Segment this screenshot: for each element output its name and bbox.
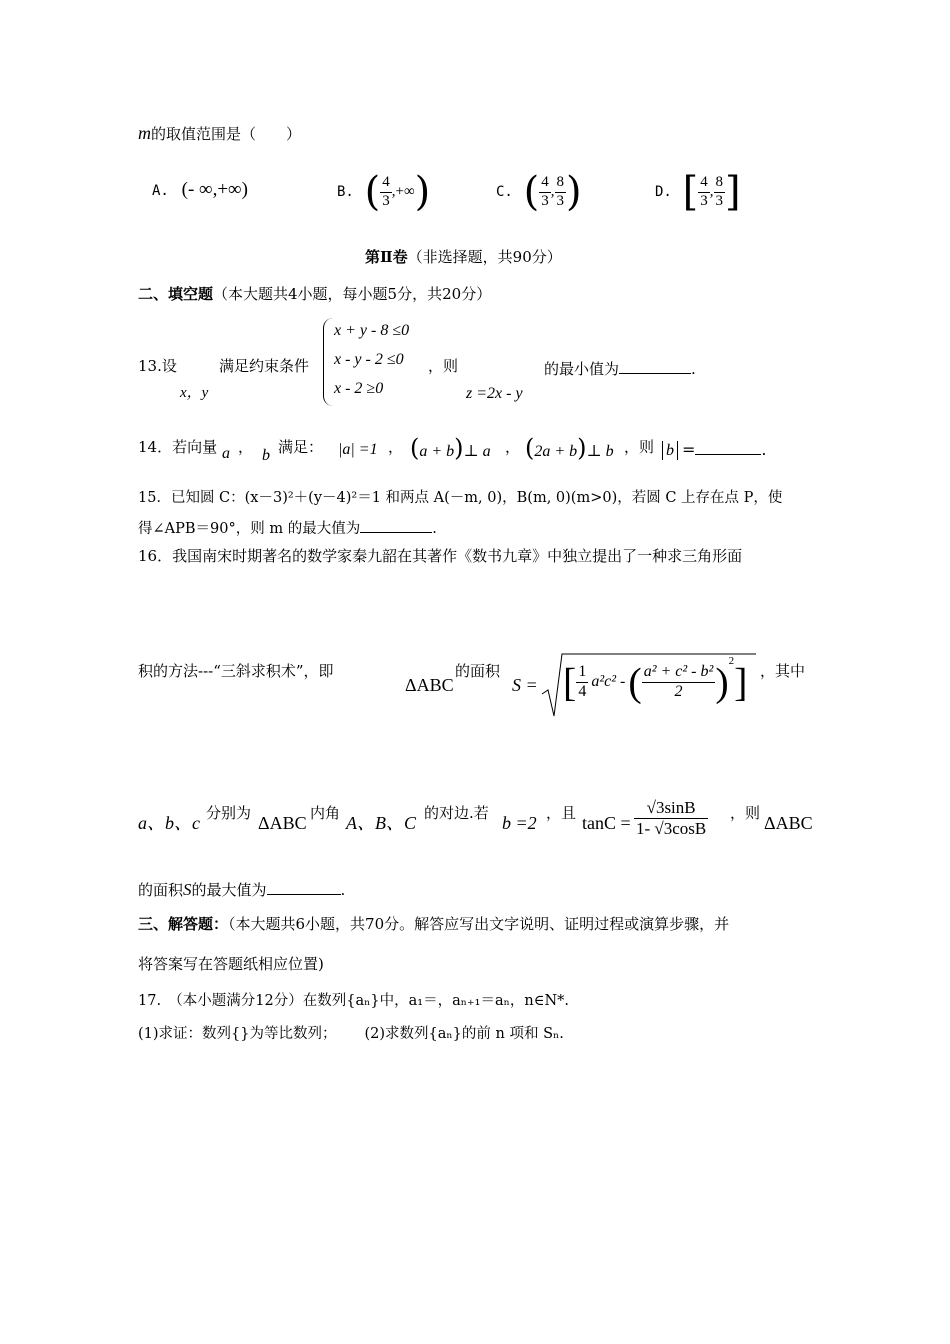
q16-b-eq: b =2	[502, 813, 537, 833]
q14-comma-2: ，	[388, 438, 404, 456]
q16-line2b: 的面积	[455, 662, 501, 680]
q16-line3d: ，且	[546, 804, 577, 822]
q14-satisfy: 满足：	[278, 438, 324, 456]
q16-abc: a、b、c	[138, 813, 200, 833]
q14-cond-2: (2a + b)⊥ b	[525, 434, 614, 462]
q14-abs-b: b = .	[662, 440, 767, 460]
q14-comma-3: ，	[505, 438, 521, 456]
q15-line2: 得∠APB＝90°，则 m 的最大值为 .	[138, 518, 437, 537]
option-d: D. [ $\frac{4}{3}$ , $\frac{8}{3}$ ]	[655, 169, 741, 215]
q13-constraint-2: x - y - 2 ≤0	[334, 351, 404, 368]
q13-answer-blank[interactable]	[619, 359, 691, 374]
q14-answer-blank[interactable]	[695, 440, 761, 455]
q16-line4: 的面积S的最大值为 .	[138, 880, 346, 899]
option-c: C. ( $\frac{4}{3}$ , $\frac{8}{3}$ )	[496, 169, 582, 215]
part2-title: 第Ⅱ卷（非选择题，共90分）	[365, 248, 562, 266]
q16-line2c: ，其中	[760, 662, 806, 680]
q16-angles: A、B、C	[346, 813, 416, 833]
section3-heading: 三、解答题：（本大题共6小题，共70分。解答应写出文字说明、证明过程或演算步骤，并	[138, 915, 730, 933]
q16-line3e: ，则	[730, 804, 761, 822]
q15-answer-blank[interactable]	[360, 518, 432, 533]
q16-tan-fraction: $\frac{√3\sin B}{1- √3\cos B}$	[636, 798, 707, 838]
q16-line3a: 分别为	[206, 804, 252, 822]
q16-triangle: ΔABC	[405, 675, 454, 695]
q14-number: 14．若向量	[138, 438, 218, 456]
q16-line3b: 内角	[310, 804, 341, 822]
q17-part2: (2)求数列{aₙ}的前 n 项和 Sₙ.	[364, 1026, 564, 1042]
q17-line2	[138, 1027, 564, 1042]
q16-formula-s: S =	[512, 675, 538, 695]
q16-triangle-2: ΔABC	[258, 813, 307, 833]
q16-triangle-3: ΔABC	[764, 813, 813, 833]
q16-line2a: 积的方法---“三斜求积术”，即	[138, 662, 334, 680]
q13-condition: 满足约束条件	[219, 357, 310, 375]
q16-line3c: 的对边.若	[424, 804, 489, 822]
section2-heading: 二、填空题（本大题共4小题，每小题5分，共20分）	[138, 285, 492, 303]
q14-vector-b: b	[262, 447, 270, 464]
q13-constraint-3: x - 2 ≥0	[334, 380, 384, 397]
q13-then: ，则	[428, 357, 459, 375]
q13-tail: 的最小值为 .	[544, 360, 696, 378]
q16-answer-blank[interactable]	[267, 880, 341, 895]
q13-number: 13.设	[138, 357, 177, 375]
q16-line1: 16．我国南宋时期著名的数学家秦九韶在其著作《数书九章》中独立提出了一种求三角形面	[138, 547, 743, 565]
q16-formula-body: [ $\frac{1}{4}$ a²c² -( $\frac{\text{a² + c² - b²}}{2}$ )$^2$]	[563, 655, 748, 705]
q17-part1: (1)求证：数列{}为等比数列；	[138, 1026, 337, 1042]
q14-abs-a: |a| =1	[338, 441, 378, 458]
section3-line2: 将答案写在答题纸相应位置)	[138, 955, 324, 973]
option-a: A. (- ∞,+∞)	[152, 179, 248, 200]
q13-objective: z =2x - y	[466, 385, 523, 402]
q14-comma: ，	[238, 438, 254, 456]
q17-line1: 17. （本小题满分12分）在数列{aₙ}中，a₁＝，aₙ₊₁＝aₙ，n∈N*.	[138, 993, 570, 1009]
q14-then: ，则	[624, 438, 655, 456]
q13-vars: x，y	[180, 385, 209, 401]
q13-constraint-1: x + y - 8 ≤0	[334, 322, 410, 339]
q14-cond-1: (a + b)⊥ a	[410, 434, 491, 462]
q12-stem: m的取值范围是（ ）	[138, 123, 302, 143]
q14-vector-a: a	[222, 445, 230, 462]
q15-line1: 15．已知圆 C：(x－3)²＋(y－4)²＝1 和两点 A(－m, 0)，B(m, 0)(m>0)，若圆 C 上存在点 P，使	[138, 490, 783, 506]
q16-tanc: tanC =	[582, 813, 631, 833]
option-b: B. ( $\frac{4}{3}$ ,+∞)	[337, 169, 431, 215]
